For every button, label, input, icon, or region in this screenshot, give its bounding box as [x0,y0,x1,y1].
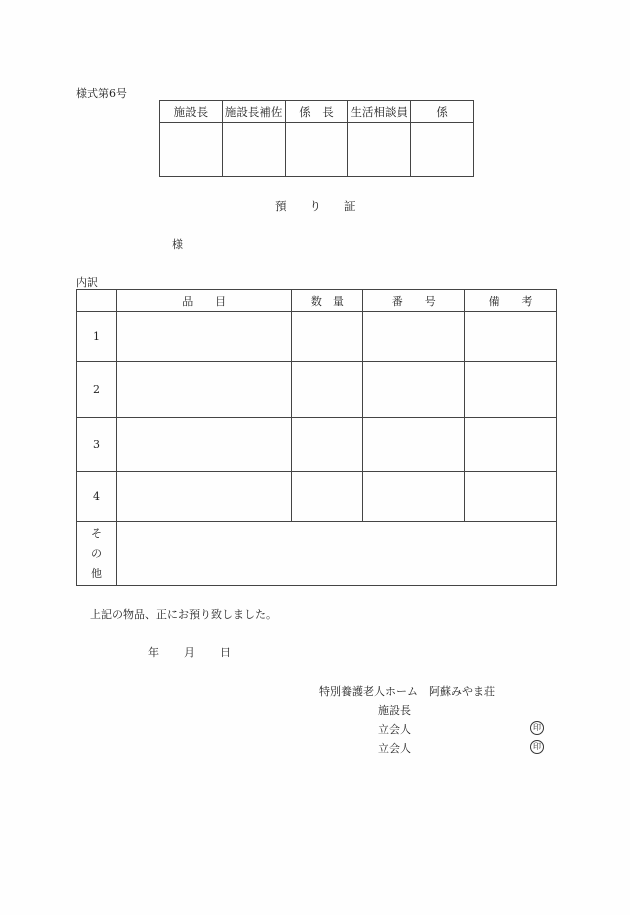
other-cell[interactable] [116,522,556,586]
director-label: 施設長 [378,704,411,717]
table-row [77,362,557,418]
remarks-cell[interactable] [465,312,557,362]
row-number: 2 [77,362,117,418]
quantity-cell[interactable] [292,472,363,522]
other-label-char: そ [90,526,102,540]
other-label-char: 他 [90,566,102,580]
item-cell[interactable] [116,418,292,472]
receipt-statement: 上記の物品、正にお預り致しました。 [90,608,277,621]
header-no [77,290,117,312]
form-number: 様式第6号 [76,87,127,100]
number-cell[interactable] [363,472,465,522]
approval-stamp-cell[interactable] [160,123,223,177]
document-title: 預 り 証 [275,199,356,213]
approval-header-counselor: 生活相談員 [348,101,411,123]
date-month-label: 月 [184,646,195,659]
seal-mark: 印 [530,740,544,754]
table-row [77,472,557,522]
addressee-suffix: 様 [172,238,183,251]
date-year-label: 年 [148,646,159,659]
row-number: 3 [77,418,117,472]
approval-stamp-cell[interactable] [348,123,411,177]
quantity-cell[interactable] [292,362,363,418]
approval-stamp-cell[interactable] [222,123,285,177]
header-remarks: 備 考 [465,290,557,312]
approval-header-staff: 係 [411,101,474,123]
witness-label-1: 立会人 [378,723,411,736]
item-cell[interactable] [116,312,292,362]
approval-header-director: 施設長 [160,101,223,123]
other-row [77,522,557,586]
remarks-cell[interactable] [465,418,557,472]
approval-stamp-cell[interactable] [285,123,348,177]
approval-header-chief: 係 長 [285,101,348,123]
seal-mark: 印 [530,721,544,735]
item-cell[interactable] [116,362,292,418]
remarks-cell[interactable] [465,362,557,418]
number-cell[interactable] [363,312,465,362]
table-row [77,312,557,362]
header-number: 番 号 [363,290,465,312]
header-quantity: 数 量 [292,290,363,312]
table-row [77,418,557,472]
approval-stamp-cell[interactable] [411,123,474,177]
quantity-cell[interactable] [292,418,363,472]
other-label [77,522,117,586]
header-item: 品 目 [116,290,292,312]
item-cell[interactable] [116,472,292,522]
date-day-label: 日 [220,646,231,659]
quantity-cell[interactable] [292,312,363,362]
number-cell[interactable] [363,418,465,472]
breakdown-label: 内訳 [76,276,98,289]
approval-stamp-table [159,100,474,177]
row-number: 1 [77,312,117,362]
witness-label-2: 立会人 [378,742,411,755]
facility-name: 特別養護老人ホーム 阿蘇みやま荘 [319,685,495,698]
items-header-row [77,290,557,312]
remarks-cell[interactable] [465,472,557,522]
seal-icon [530,739,544,754]
row-number: 4 [77,472,117,522]
seal-icon [530,720,544,735]
approval-header-assistant-director: 施設長補佐 [222,101,285,123]
other-label-char: の [90,546,102,560]
items-table [76,289,557,586]
number-cell[interactable] [363,362,465,418]
